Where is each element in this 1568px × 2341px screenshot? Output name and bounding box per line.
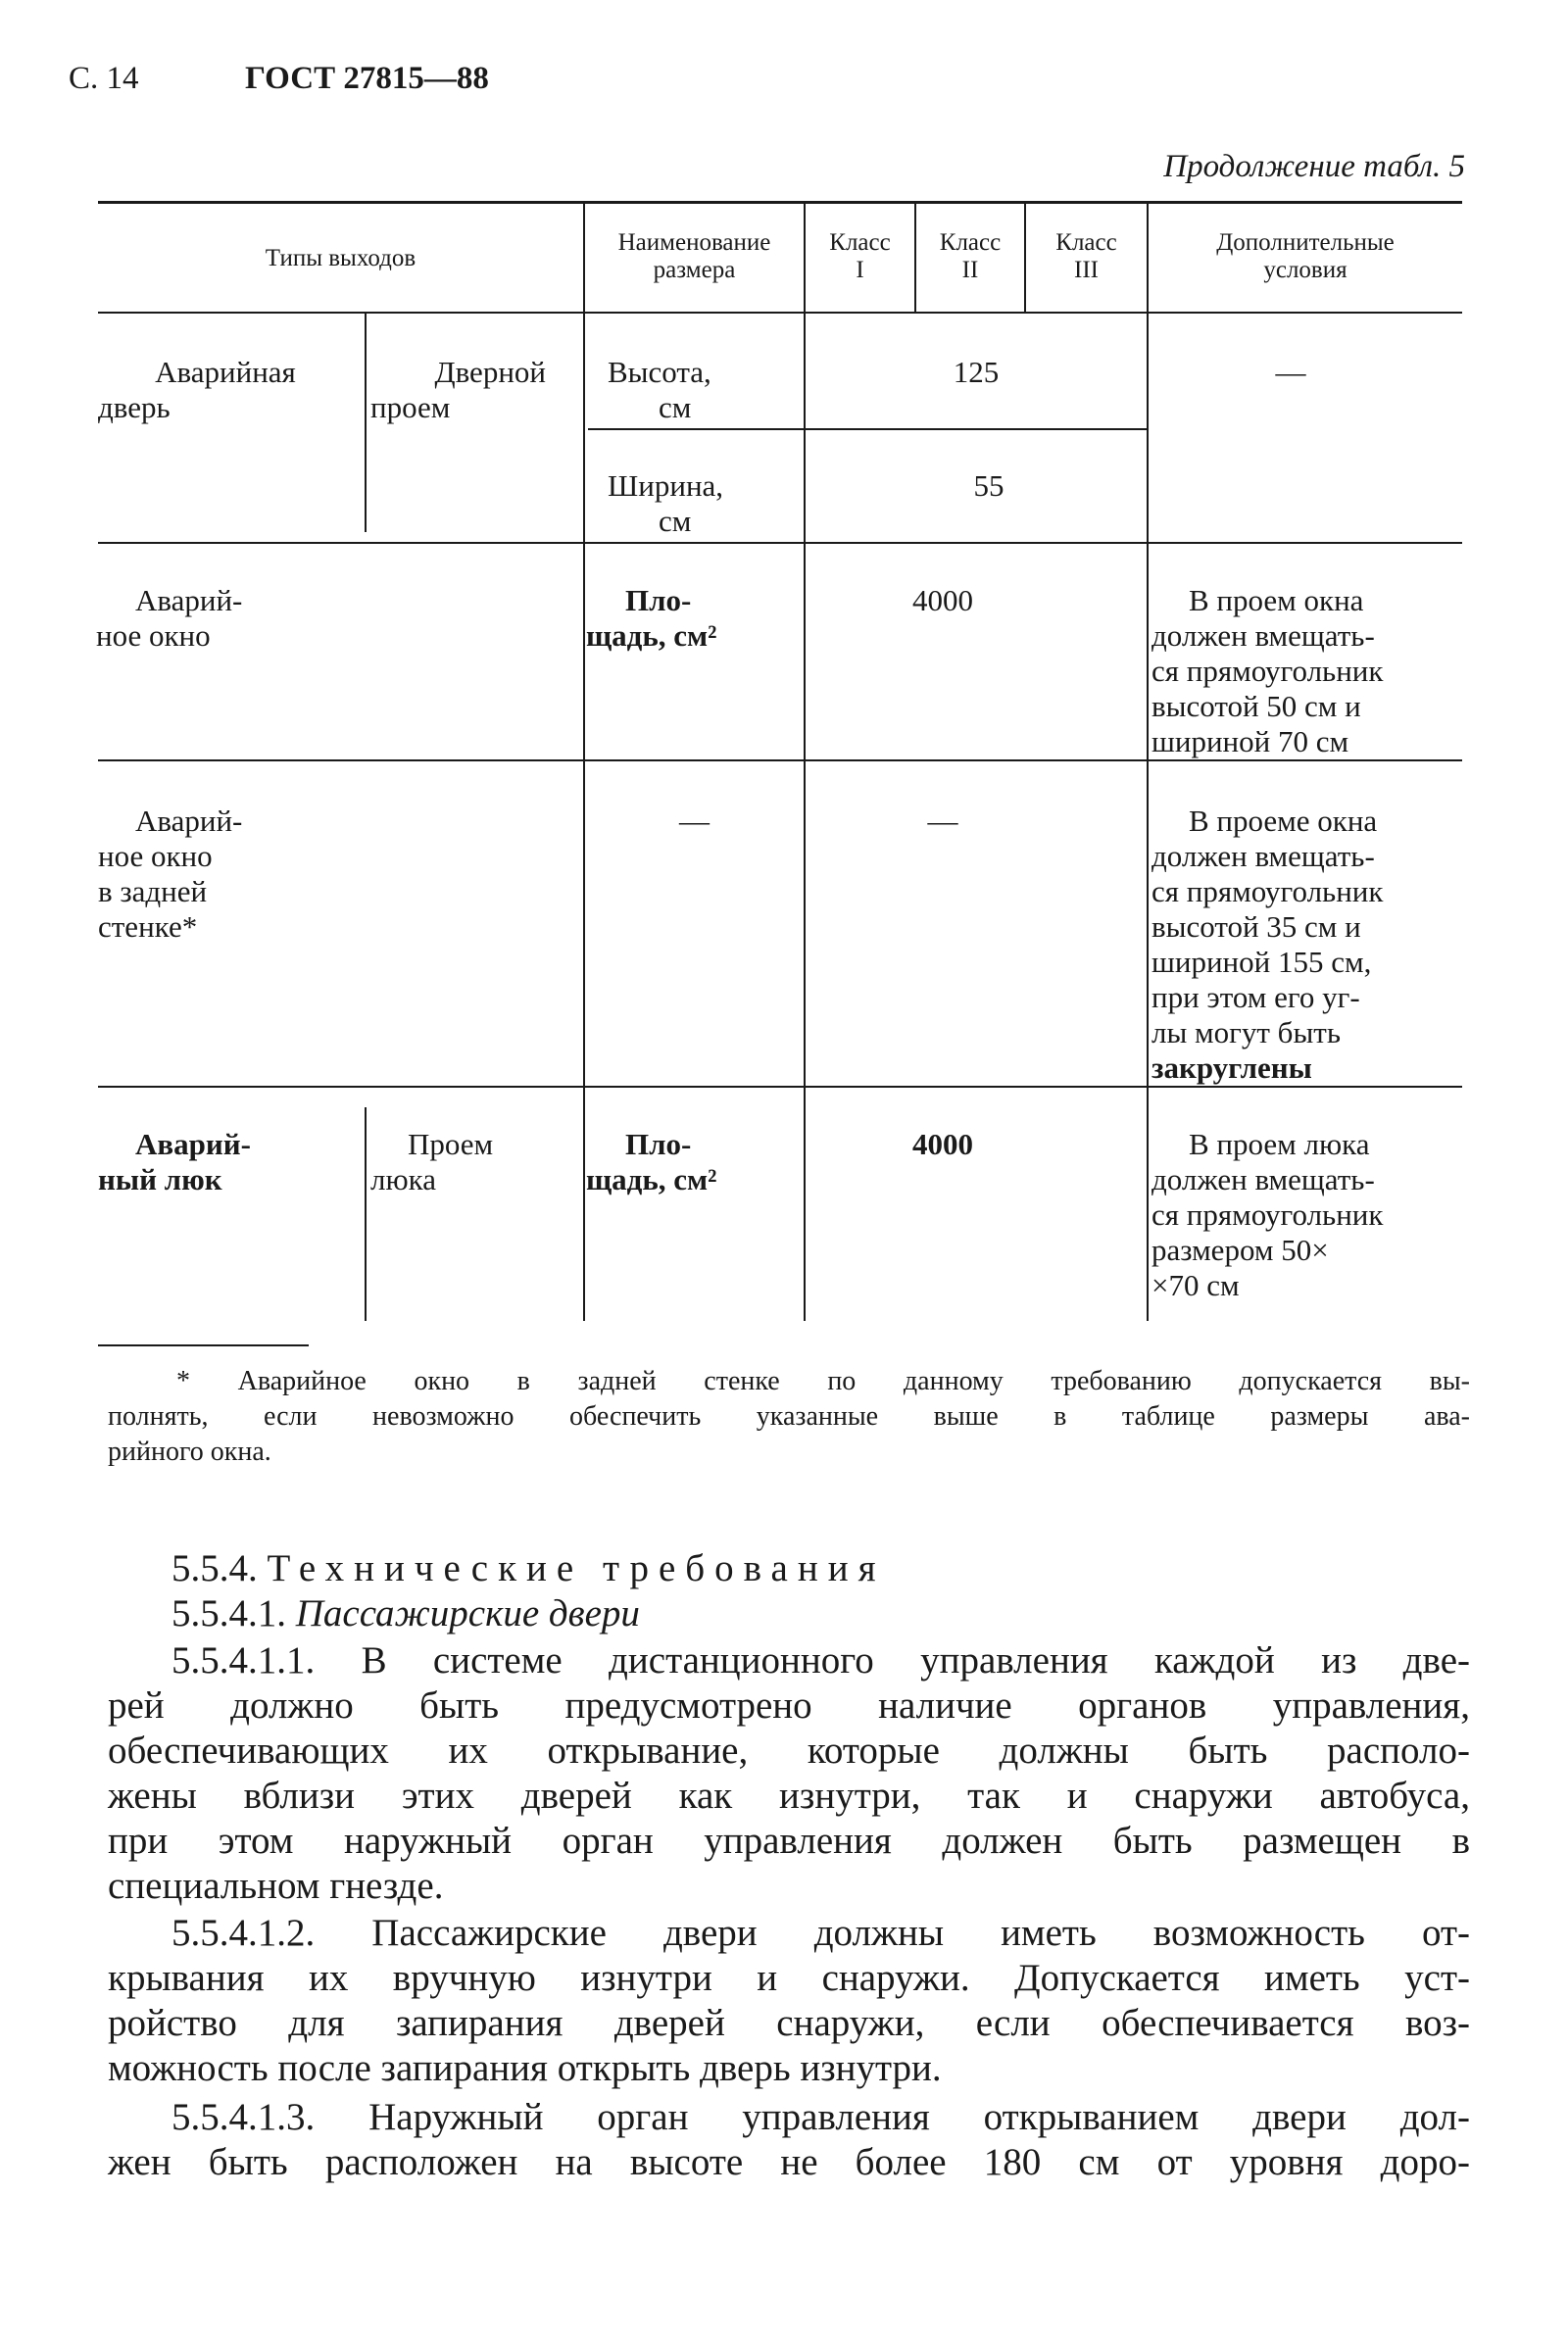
- door-width-name-line: Ширина,: [608, 468, 724, 503]
- header-conditions: [1149, 229, 1462, 284]
- table-header-rule: [98, 312, 1462, 314]
- window-condition-line: должен вмещать-: [1152, 618, 1375, 653]
- rear-window-condition-line: шириной 155 см,: [1152, 945, 1372, 979]
- window-size-name-line: щадь, см²: [586, 618, 717, 653]
- rear-window-type-line: в задней: [98, 874, 208, 908]
- paragraph-line: 5.5.4.1.3. Наружный орган управления открыванием двери дол-: [172, 2096, 1470, 2138]
- header-class-label: Класс: [939, 229, 1002, 256]
- door-width-value: 55: [973, 468, 1004, 503]
- header-class-number: II: [961, 257, 979, 283]
- window-value: 4000: [912, 583, 973, 617]
- door-height-name-line: см: [659, 390, 692, 424]
- rear-window-condition-line: при этом его уг-: [1152, 980, 1360, 1014]
- rear-window-condition: [1152, 804, 1383, 1086]
- hatch-condition-line: должен вмещать-: [1152, 1162, 1375, 1196]
- rear-window-type-line: стенке*: [98, 909, 198, 944]
- door-type-line: Аварийная: [155, 355, 296, 389]
- rear-window-condition-line: ся прямоугольник: [1152, 874, 1384, 908]
- paragraph-line: ройство для запирания дверей снаружи, если обеспечивается воз-: [108, 2002, 1470, 2044]
- rear-window-condition-line: высотой 35 см и: [1152, 909, 1361, 944]
- window-condition-line: высотой 50 см и: [1152, 689, 1361, 723]
- header-size-name-line: размера: [653, 257, 736, 283]
- header-class-1: [806, 229, 914, 284]
- rear-window-size-name: —: [679, 804, 710, 838]
- rear-window-condition-line: лы могут быть: [1152, 1015, 1341, 1049]
- col-rule: [365, 1107, 367, 1321]
- paragraph-5-5-4-1-1: [108, 1638, 1470, 1909]
- hatch-condition-line: ×70 см: [1152, 1268, 1240, 1302]
- window-condition: [1152, 583, 1383, 759]
- door-width-name-line: см: [659, 504, 692, 538]
- paragraph-line: 5.5.4.1.1. В системе дистанционного управления каждой из две-: [172, 1639, 1470, 1682]
- window-condition-line: ся прямоугольник: [1152, 654, 1384, 688]
- paragraph-line: обеспечивающих их открывание, которые должны быть располо-: [108, 1730, 1470, 1772]
- rear-window-value: —: [927, 804, 958, 838]
- header-class-label: Класс: [829, 229, 891, 256]
- col-rule: [583, 204, 585, 1321]
- door-height-name: [608, 355, 711, 425]
- window-type: [96, 583, 243, 654]
- hatch-subtype-line: Проем: [408, 1127, 494, 1161]
- rear-window-type-line: Аварий-: [135, 804, 243, 838]
- header-class-3: [1026, 229, 1147, 284]
- door-subtype-line: проем: [370, 390, 451, 424]
- row-rule: [98, 542, 1462, 544]
- hatch-type-line: Аварий-: [135, 1127, 251, 1161]
- header-size-name-line: Наименование: [617, 229, 771, 256]
- hatch-condition-line: В проем люка: [1189, 1127, 1370, 1161]
- door-height-value: 125: [953, 355, 1000, 389]
- window-size-name: [586, 583, 716, 654]
- rear-window-condition-line: В проеме окна: [1189, 804, 1378, 838]
- subsection-heading: [172, 1591, 640, 1636]
- hatch-type: [98, 1127, 251, 1197]
- paragraph-line: при этом наружный орган управления должен быть размещен в: [108, 1820, 1470, 1862]
- header-class-number: I: [856, 257, 864, 283]
- door-height-name-line: Высота,: [608, 355, 711, 389]
- sub-row-rule: [588, 428, 1147, 430]
- hatch-condition-line: размером 50×: [1152, 1233, 1329, 1267]
- hatch-condition-line: ся прямоугольник: [1152, 1197, 1384, 1232]
- page-number: С. 14: [69, 61, 139, 96]
- footnote-line: * Аварийное окно в задней стенке по данному требованию допускается вы-: [176, 1366, 1470, 1396]
- window-type-line: ное окно: [96, 618, 211, 653]
- hatch-subtype-line: люка: [370, 1162, 436, 1196]
- paragraph-line: специальном гнезде.: [108, 1865, 444, 1907]
- document-title: ГОСТ 27815—88: [245, 61, 489, 96]
- subsection-title: Пассажирские двери: [295, 1592, 640, 1634]
- rear-window-condition-line: закруглены: [1152, 1050, 1312, 1085]
- header-conditions-line: условия: [1263, 257, 1348, 283]
- door-type: [98, 355, 353, 425]
- paragraph-line: рей должно быть предусмотрено наличие органов управления,: [108, 1684, 1470, 1727]
- window-condition-line: В проем окна: [1189, 583, 1364, 617]
- row-rule: [98, 1086, 1462, 1088]
- row-rule: [98, 759, 1462, 761]
- paragraph-line: крывания их вручную изнутри и снаружи. Допускается иметь уст-: [108, 1957, 1470, 1999]
- window-size-name-line: Пло-: [625, 583, 692, 617]
- header-class-label: Класс: [1055, 229, 1117, 256]
- header-size-name: [585, 229, 804, 284]
- hatch-size-name-line: Пло-: [625, 1127, 692, 1161]
- paragraph-line: жен быть расположен на высоте не более 180 см от уровня доро-: [108, 2141, 1470, 2183]
- paragraph-line: жены вблизи этих дверей как изнутри, так и снаружи автобуса,: [108, 1775, 1470, 1817]
- rear-window-type: [98, 804, 242, 945]
- paragraph-5-5-4-1-3: [108, 2095, 1470, 2185]
- hatch-condition: [1152, 1127, 1383, 1303]
- paragraph-5-5-4-1-2: [108, 1911, 1470, 2091]
- rear-window-type-line: ное окно: [98, 839, 213, 873]
- hatch-size-name: [586, 1127, 716, 1197]
- section-number: 5.5.4.: [172, 1547, 258, 1589]
- door-subtype: [370, 355, 581, 425]
- paragraph-line: 5.5.4.1.2. Пассажирские двери должны иметь возможность от-: [172, 1912, 1470, 1954]
- hatch-size-name-line: щадь, см²: [586, 1162, 717, 1196]
- window-type-line: Аварий-: [135, 583, 243, 617]
- paragraph-line: можность после запирания открыть дверь изнутри.: [108, 2047, 942, 2089]
- section-title: Технические требования: [267, 1547, 886, 1589]
- footnote-line: полнять, если невозможно обеспечить указанные выше в таблице размеры ава-: [108, 1401, 1470, 1432]
- footnote-rule: [98, 1344, 309, 1346]
- hatch-subtype: [370, 1127, 493, 1197]
- section-heading: [172, 1546, 886, 1591]
- footnote-line: рийного окна.: [108, 1437, 271, 1467]
- hatch-value: 4000: [912, 1127, 973, 1161]
- door-type-line: дверь: [98, 390, 171, 424]
- footnote: [108, 1364, 1470, 1470]
- subsection-number: 5.5.4.1.: [172, 1592, 286, 1634]
- door-width-name: [608, 468, 723, 539]
- hatch-type-line: ный люк: [98, 1162, 222, 1196]
- header-class-number: III: [1074, 257, 1099, 283]
- rear-window-condition-line: должен вмещать-: [1152, 839, 1375, 873]
- col-rule: [365, 312, 367, 532]
- table-continuation-label: Продолжение табл. 5: [1163, 149, 1465, 184]
- door-subtype-line: Дверной: [434, 355, 546, 389]
- door-condition: —: [1275, 355, 1306, 389]
- header-conditions-line: Дополнительные: [1216, 229, 1395, 256]
- table-top-rule: [98, 201, 1462, 204]
- header-class-2: [916, 229, 1024, 284]
- header-types: Типы выходов: [265, 245, 416, 271]
- window-condition-line: шириной 70 см: [1152, 724, 1349, 758]
